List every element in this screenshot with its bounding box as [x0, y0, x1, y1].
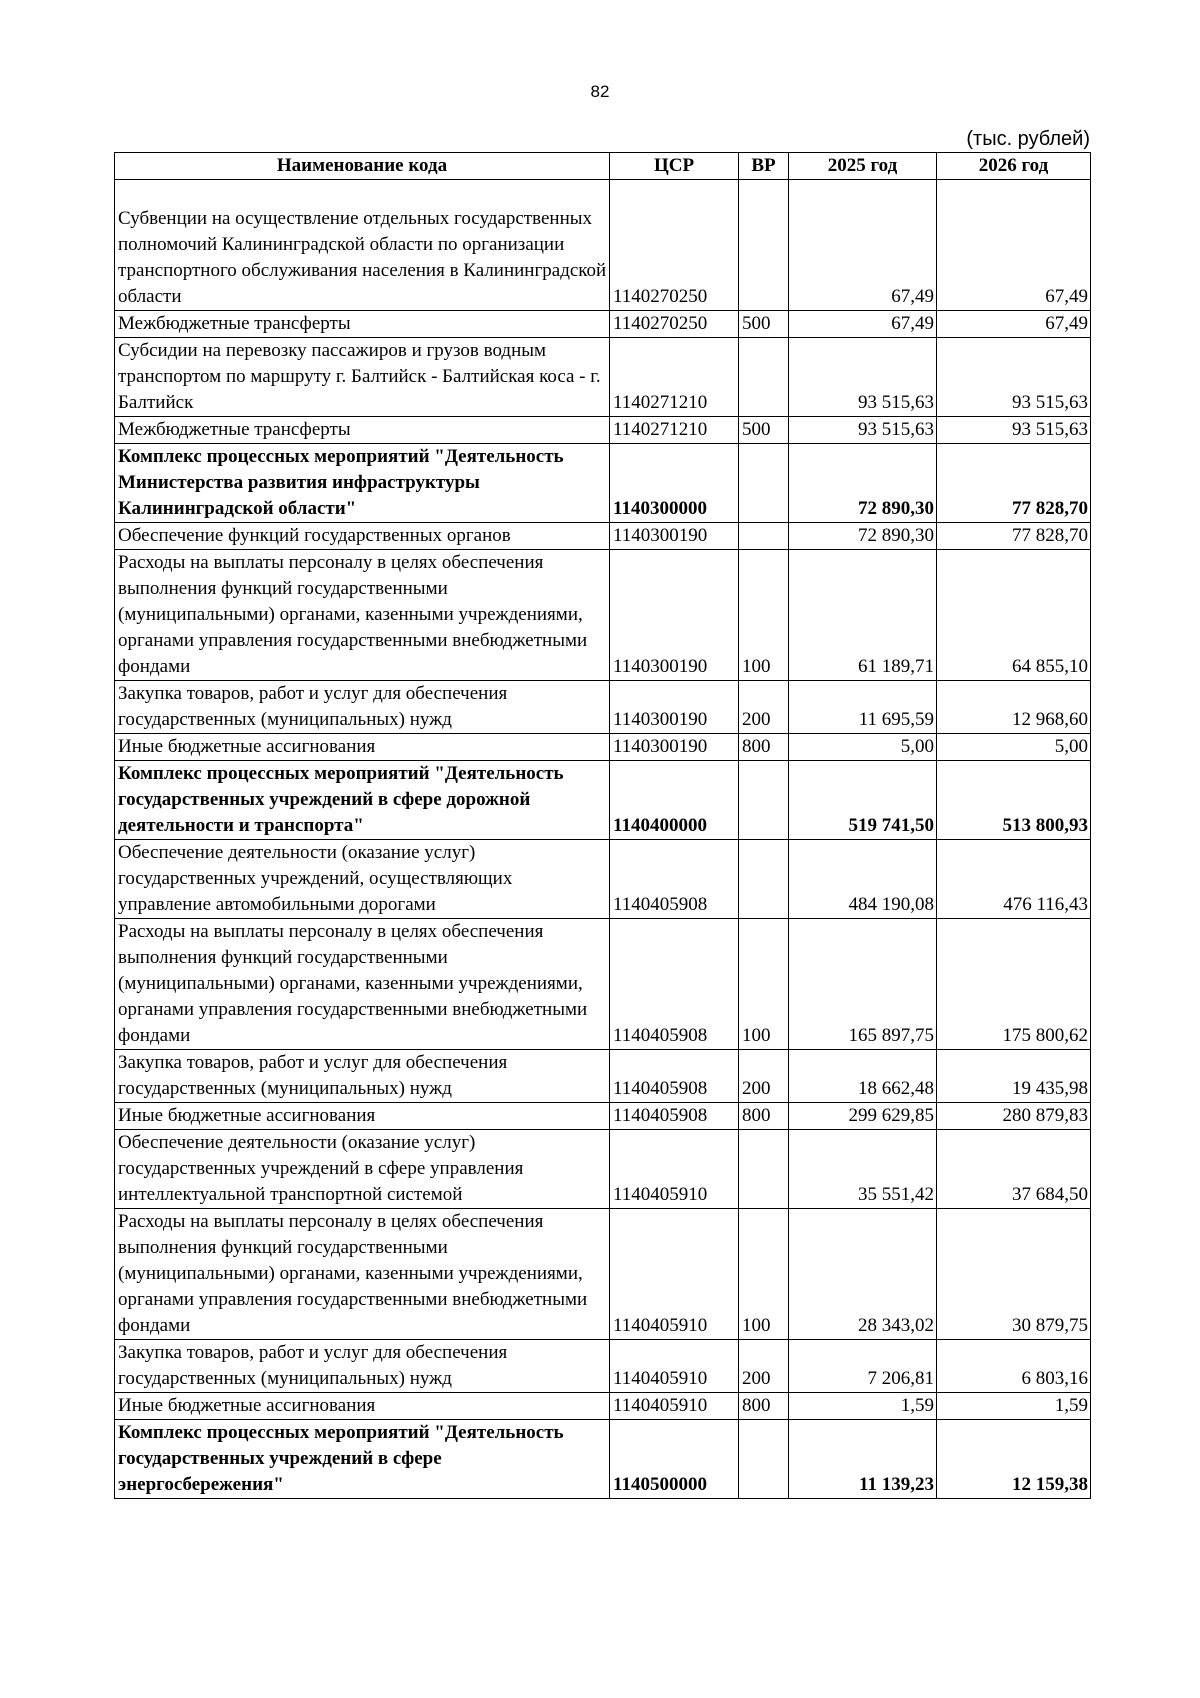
header-name: Наименование кода [115, 153, 610, 180]
row-2026-cell: 67,49 [937, 311, 1091, 338]
row-vr-cell: 100 [739, 1209, 789, 1340]
row-vr-cell: 500 [739, 417, 789, 444]
row-csr-cell: 1140405908 [610, 919, 739, 1050]
row-vr-cell [739, 1420, 789, 1499]
row-vr-cell: 100 [739, 550, 789, 681]
table-row [115, 444, 1091, 523]
row-2025-cell: 299 629,85 [789, 1103, 937, 1130]
budget-table [114, 152, 1091, 1499]
row-name-cell: Закупка товаров, работ и услуг для обеспечения государственных (муниципальных) нужд [115, 1340, 610, 1393]
row-name-cell: Субвенции на осуществление отдельных государственных полномочий Калининградской области по организации транспортного обслуживания населения в Калининградской области [115, 206, 610, 311]
row-vr-cell: 100 [739, 919, 789, 1050]
table-row [115, 1420, 1091, 1499]
row-2025-cell: 28 343,02 [789, 1209, 937, 1340]
row-vr-cell [739, 206, 789, 311]
row-name-cell: Комплекс процессных мероприятий "Деятельность Министерства развития инфраструктуры Калининградской области" [115, 444, 610, 523]
row-2026-cell: 37 684,50 [937, 1130, 1091, 1209]
row-2026-cell: 6 803,16 [937, 1340, 1091, 1393]
row-vr-cell [739, 840, 789, 919]
row-vr-cell [739, 338, 789, 417]
row-2025-cell: 7 206,81 [789, 1340, 937, 1393]
row-2026-cell: 280 879,83 [937, 1103, 1091, 1130]
row-name-cell: Расходы на выплаты персоналу в целях обеспечения выполнения функций государственными (муниципальными) органами, казенными учреждениями, органами управления государственными внебюджетными фондами [115, 550, 610, 681]
table-row [115, 1050, 1091, 1103]
table-row [115, 1130, 1091, 1209]
row-2025-cell: 72 890,30 [789, 444, 937, 523]
row-csr-cell: 1140270250 [610, 206, 739, 311]
header-year-2026: 2026 год [937, 153, 1091, 180]
row-csr-cell: 1140405908 [610, 1050, 739, 1103]
row-vr-cell [739, 1130, 789, 1209]
row-2026-cell: 12 968,60 [937, 681, 1091, 734]
row-2026-cell: 5,00 [937, 734, 1091, 761]
table-row [115, 550, 1091, 681]
row-2026-cell: 93 515,63 [937, 338, 1091, 417]
page-number: 82 [590, 82, 610, 101]
row-2026-cell: 1,59 [937, 1393, 1091, 1420]
row-vr-cell: 800 [739, 1103, 789, 1130]
row-name-cell: Обеспечение функций государственных органов [115, 523, 610, 550]
row-name-cell: Расходы на выплаты персоналу в целях обеспечения выполнения функций государственными (муниципальными) органами, казенными учреждениями, органами управления государственными внебюджетными фондами [115, 1209, 610, 1340]
row-name-cell: Межбюджетные трансферты [115, 417, 610, 444]
row-csr-cell: 1140300190 [610, 681, 739, 734]
row-name-cell: Обеспечение деятельности (оказание услуг) государственных учреждений в сфере управления интеллектуальной транспортной системой [115, 1130, 610, 1209]
row-2025-cell: 67,49 [789, 311, 937, 338]
row-2025-cell: 519 741,50 [789, 761, 937, 840]
row-csr-cell: 1140300190 [610, 734, 739, 761]
row-vr-cell: 200 [739, 681, 789, 734]
row-vr-cell: 800 [739, 734, 789, 761]
row-name-cell: Расходы на выплаты персоналу в целях обеспечения выполнения функций государственными (муниципальными) органами, казенными учреждениями, органами управления государственными внебюджетными фондами [115, 919, 610, 1050]
table-row [115, 417, 1091, 444]
row-name-cell: Комплекс процессных мероприятий "Деятельность государственных учреждений в сфере дорожной деятельности и транспорта" [115, 761, 610, 840]
table-row [115, 1340, 1091, 1393]
table-header-row [115, 153, 1091, 180]
row-name-cell: Иные бюджетные ассигнования [115, 734, 610, 761]
row-2025-cell: 5,00 [789, 734, 937, 761]
table-row [115, 1103, 1091, 1130]
row-csr-cell: 1140405908 [610, 840, 739, 919]
row-csr-cell: 1140405910 [610, 1209, 739, 1340]
row-2026-cell: 476 116,43 [937, 840, 1091, 919]
row-name-cell: Закупка товаров, работ и услуг для обеспечения государственных (муниципальных) нужд [115, 681, 610, 734]
row-name-cell: Субсидии на перевозку пассажиров и грузов водным транспортом по маршруту г. Балтийск - Балтийская коса - г. Балтийск [115, 338, 610, 417]
table-row [115, 311, 1091, 338]
table-row [115, 1393, 1091, 1420]
row-2025-cell: 11 139,23 [789, 1420, 937, 1499]
row-2025-cell: 93 515,63 [789, 417, 937, 444]
table-row [115, 206, 1091, 311]
row-vr-cell: 200 [739, 1340, 789, 1393]
table-row [115, 734, 1091, 761]
row-2026-cell: 30 879,75 [937, 1209, 1091, 1340]
row-2025-cell: 165 897,75 [789, 919, 937, 1050]
row-2025-cell: 1,59 [789, 1393, 937, 1420]
row-csr-cell: 1140405910 [610, 1340, 739, 1393]
row-2026-cell: 77 828,70 [937, 444, 1091, 523]
row-name-cell: Закупка товаров, работ и услуг для обеспечения государственных (муниципальных) нужд [115, 1050, 610, 1103]
row-2026-cell: 175 800,62 [937, 919, 1091, 1050]
table-row [115, 338, 1091, 417]
row-name-cell: Комплекс процессных мероприятий "Деятельность государственных учреждений в сфере энергосбережения" [115, 1420, 610, 1499]
row-vr-cell: 800 [739, 1393, 789, 1420]
row-2026-cell: 67,49 [937, 206, 1091, 311]
table-row [115, 1209, 1091, 1340]
row-csr-cell: 1140500000 [610, 1420, 739, 1499]
row-csr-cell: 1140270250 [610, 311, 739, 338]
row-2026-cell: 12 159,38 [937, 1420, 1091, 1499]
header-year-2025: 2025 год [789, 153, 937, 180]
row-csr-cell: 1140405908 [610, 1103, 739, 1130]
row-2025-cell: 484 190,08 [789, 840, 937, 919]
row-vr-cell: 200 [739, 1050, 789, 1103]
row-2026-cell: 93 515,63 [937, 417, 1091, 444]
table-row [115, 840, 1091, 919]
row-csr-cell: 1140300190 [610, 550, 739, 681]
header-csr: ЦСР [610, 153, 739, 180]
row-2025-cell: 72 890,30 [789, 523, 937, 550]
table-row [115, 681, 1091, 734]
row-2025-cell: 61 189,71 [789, 550, 937, 681]
row-2025-cell: 93 515,63 [789, 338, 937, 417]
row-2026-cell: 513 800,93 [937, 761, 1091, 840]
row-2025-cell: 18 662,48 [789, 1050, 937, 1103]
row-vr-cell [739, 761, 789, 840]
row-2026-cell: 77 828,70 [937, 523, 1091, 550]
row-2025-cell: 35 551,42 [789, 1130, 937, 1209]
spacer-row [115, 180, 1091, 207]
table-row [115, 523, 1091, 550]
row-2025-cell: 11 695,59 [789, 681, 937, 734]
row-csr-cell: 1140300190 [610, 523, 739, 550]
row-vr-cell [739, 523, 789, 550]
table-row [115, 919, 1091, 1050]
row-2025-cell: 67,49 [789, 206, 937, 311]
row-name-cell: Обеспечение деятельности (оказание услуг) государственных учреждений, осуществляющих управление автомобильными дорогами [115, 840, 610, 919]
row-vr-cell: 500 [739, 311, 789, 338]
header-vr: ВР [739, 153, 789, 180]
row-name-cell: Иные бюджетные ассигнования [115, 1103, 610, 1130]
row-name-cell: Иные бюджетные ассигнования [115, 1393, 610, 1420]
row-name-cell: Межбюджетные трансферты [115, 311, 610, 338]
row-vr-cell [739, 444, 789, 523]
row-2026-cell: 19 435,98 [937, 1050, 1091, 1103]
row-2026-cell: 64 855,10 [937, 550, 1091, 681]
table-row [115, 761, 1091, 840]
unit-note: (тыс. рублей) [966, 128, 1090, 150]
row-csr-cell: 1140405910 [610, 1393, 739, 1420]
table-body [115, 180, 1091, 1499]
row-csr-cell: 1140405910 [610, 1130, 739, 1209]
row-csr-cell: 1140271210 [610, 417, 739, 444]
row-csr-cell: 1140271210 [610, 338, 739, 417]
row-csr-cell: 1140400000 [610, 761, 739, 840]
row-csr-cell: 1140300000 [610, 444, 739, 523]
